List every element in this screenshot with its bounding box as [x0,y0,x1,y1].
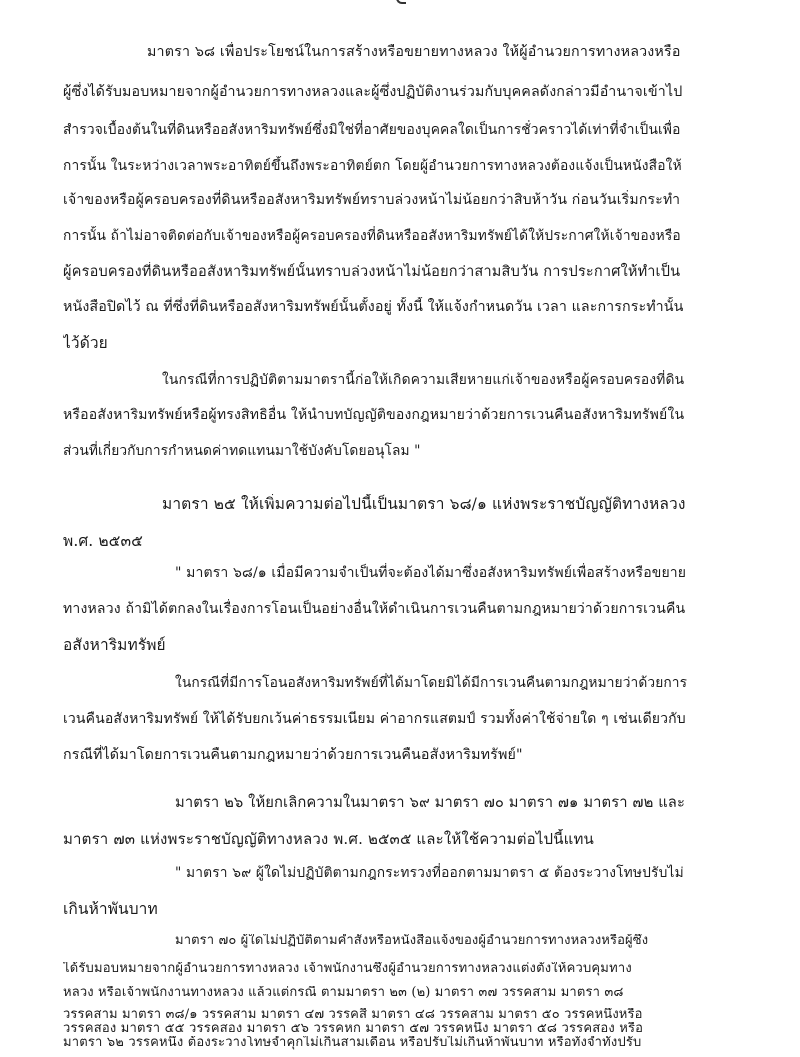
text-line: มาตรา ๗๓ แห่งพระราชบัญญัติทางหลวง พ.ศ. ๒๕๓๕ และให้ใช้ความต่อไปนี้แทน [63,830,594,848]
text-line: ผู้ซึ่งได้รับมอบหมายจากผู้อำนวยการทางหลวงและผู้ซึ่งปฏิบัติงานร่วมกับบุคคลดังกล่าวมีอำนาจเข้าไป [63,84,683,100]
text-line: มาตรา ๒๕ ให้เพิ่มความต่อไปนี้เป็นมาตรา ๖๘/๑ แห่งพระราชบัญญัติทางหลวง [162,495,686,513]
text-line: สำรวจเบื้องต้นในที่ดินหรืออสังหาริมทรัพย์ซึ่งมิใช่ที่อาศัยของบุคคลใดเป็นการชั่วคราวได้เท่าที่จำเป็นเพื่อ [63,122,681,138]
top-page-mark [396,0,406,4]
text-line: ไว้ด้วย [63,334,108,352]
text-line: " มาตรา ๖๘/๑ เมื่อมีความจำเป็นที่จะต้องได้มาซึ่งอสังหาริมทรัพย์เพื่อสร้างหรือขยาย [175,565,687,581]
text-line: หลวง หรือเจ้าพนักงานทางหลวง แล้วแต่กรณี ตามมาตรา ๒๓ (๒) มาตรา ๓๗ วรรคสาม มาตรา ๓๘ [63,986,624,1000]
text-line: มาตรา ๒๖ ให้ยกเลิกความในมาตรา ๖๙ มาตรา ๗๐ มาตรา ๗๑ มาตรา ๗๒ และ [175,794,685,811]
text-line: ในกรณีที่การปฏิบัติตามมาตรานี้ก่อให้เกิดความเสียหายแก่เจ้าของหรือผู้ครอบครองที่ดิน [162,372,685,388]
text-line: การนั้น ในระหว่างเวลาพระอาทิตย์ขึ้นถึงพระอาทิตย์ตก โดยผู้อำนวยการทางหลวงต้องแจ้งเป็นหนังสือให้ [63,158,682,174]
text-line: หรืออสังหาริมทรัพย์หรือผู้ทรงสิทธิอื่น ให้นำบทบัญญัติของกฎหมายว่าด้วยการเวนคืนอสังหาริมทรัพย์ใน [63,407,685,423]
text-line: " มาตรา ๖๙ ผู้ใดไม่ปฏิบัติตามกฎกระทรวงที่ออกตามมาตรา ๕ ต้องระวางโทษปรับไม่ [175,865,684,881]
text-line: วรรคสอง มาตรา ๕๕ วรรคสอง มาตรา ๕๖ วรรคหก มาตรา ๕๗ วรรคหนึ่ง มาตรา ๕๘ วรรคสอง หรือ [63,1022,644,1036]
text-line: เวนคืนอสังหาริมทรัพย์ ให้ได้รับยกเว้นค่าธรรมเนียม ค่าอากรแสตมป์ รวมทั้งค่าใช้จ่ายใด ๆ เช่นเดียวกับ [63,711,686,727]
text-line: ในกรณีที่มีการโอนอสังหาริมทรัพย์ที่ได้มาโดยมิได้มีการเวนคืนตามกฎหมายว่าด้วยการ [175,675,687,691]
text-line: ส่วนที่เกี่ยวกับการกำหนดค่าทดแทนมาใช้บังคับโดยอนุโลม " [63,443,421,459]
text-line: อสังหาริมทรัพย์ [63,636,166,654]
text-line: กรณีที่ได้มาโดยการเวนคืนตามกฎหมายว่าด้วยการเวนคืนอสังหาริมทรัพย์" [63,747,523,763]
text-line: วรรคสาม มาตรา ๓๘/๑ วรรคสาม มาตรา ๔๗ วรรคสี่ มาตรา ๔๘ วรรคสาม มาตรา ๕๐ วรรคหนึ่งหรือ [63,1008,643,1022]
text-line: เกินห้าพันบาท [63,900,158,918]
text-line: มาตรา ๗๐ ผู้ใดไม่ปฏิบัติตามคำสั่งหรือหนังสือแจ้งของผู้อำนวยการทางหลวงหรือผู้ซึ่ง [175,934,649,948]
text-line: ผู้ครอบครองที่ดินหรืออสังหาริมทรัพย์นั้นทราบล่วงหน้าไม่น้อยกว่าสามสิบวัน การประกาศให้ทำเป็น [63,264,681,280]
text-line: ทางหลวง ถ้ามิได้ตกลงในเรื่องการโอนเป็นอย่างอื่นให้ดำเนินการเวนคืนตามกฎหมายว่าด้วยการเวนคืน [63,601,686,617]
text-line: มาตรา ๖๒ วรรคหนึ่ง ต้องระวางโทษจำคุกไม่เกินสามเดือน หรือปรับไม่เกินห้าพันบาท หรือทั้งจำทั้งปรับ [63,1036,642,1050]
text-line: มาตรา ๖๘ เพื่อประโยชน์ในการสร้างหรือขยายทางหลวง ให้ผู้อำนวยการทางหลวงหรือ [147,44,681,60]
text-line: เจ้าของหรือผู้ครอบครองที่ดินหรืออสังหาริมทรัพย์ทราบล่วงหน้าไม่น้อยกว่าสิบห้าวัน ก่อนวันเริ่มกระทำ [63,192,681,208]
text-line: หนังสือปิดไว้ ณ ที่ซึ่งที่ดินหรืออสังหาริมทรัพย์นั้นตั้งอยู่ ทั้งนี้ ให้แจ้งกำหนดวัน เวลา และการกระทำนั้น [63,299,683,315]
text-line: พ.ศ. ๒๕๓๕ [63,532,144,550]
text-line: การนั้น ถ้าไม่อาจติดต่อกับเจ้าของหรือผู้ครอบครองที่ดินหรืออสังหาริมทรัพย์ได้ให้ประกาศให้เจ้าของหรือ [63,228,681,244]
text-line: ได้รับมอบหมายจากผู้อำนวยการทางหลวง เจ้าพนักงานซึ่งผู้อำนวยการทางหลวงแต่งตั้งให้ควบคุมทาง [63,962,632,976]
